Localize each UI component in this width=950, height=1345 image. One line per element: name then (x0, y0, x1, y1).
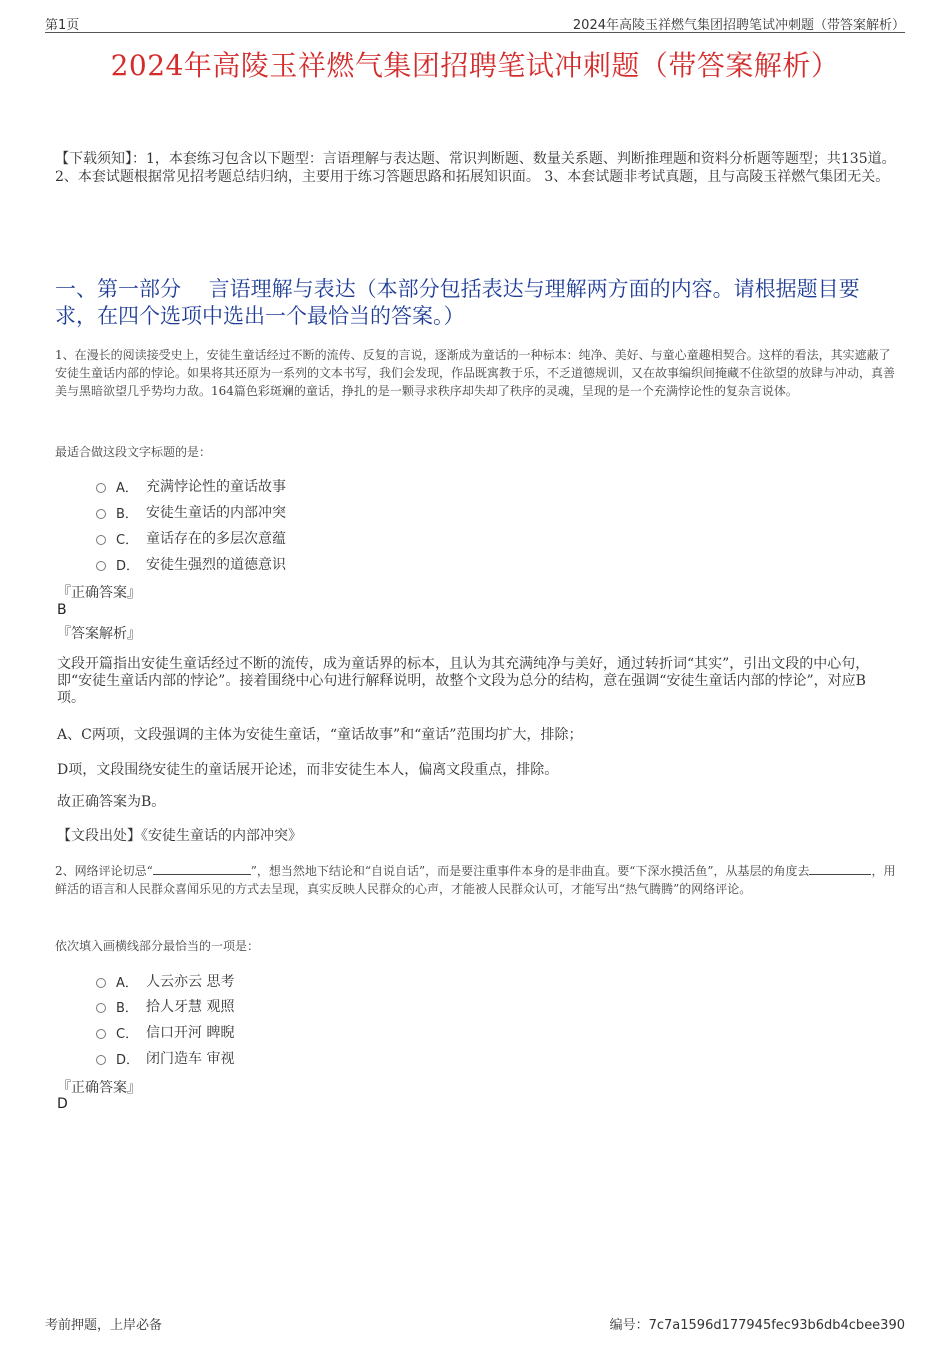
question-1-prompt: 最适合做这段文字标题的是： (55, 445, 212, 459)
q1-source: 【文段出处】《安徒生童话的内部冲突》 (57, 828, 302, 844)
q2-option-b[interactable] (96, 995, 234, 1017)
document-title: 2024年高陵玉祥燃气集团招聘笔试冲刺题（带答案解析） (110, 49, 840, 82)
q2-answer-label: 『正确答案』 (57, 1080, 141, 1096)
q1-analysis-paragraph-1: 文段开篇指出安徒生童话经过不断的流传，成为童话界的标本，且认为其充满纯净与美好，通过转折词“其实”，引出文段的中心句，即“安徒生童话内部的悖论”。接着围绕中心句进行解释说明，故整个文段为总分的结构，意在强调“安徒生童话内部的悖论”，对应B项。 (57, 656, 870, 706)
header-divider (45, 32, 905, 33)
q1-option-b[interactable] (96, 501, 286, 523)
option-text: 拾人牙慧 观照 (146, 999, 235, 1015)
radio-icon[interactable] (96, 509, 106, 519)
option-letter: A． (116, 975, 138, 991)
q1-analysis-label: 『答案解析』 (57, 626, 141, 642)
option-letter: D． (116, 558, 140, 574)
q2-option-d[interactable] (96, 1047, 234, 1069)
q1-analysis-paragraph-2: A、C两项，文段强调的主体为安徒生童话，“童话故事”和“童话”范围均扩大，排除； (57, 727, 583, 743)
q1-answer-value: B (57, 602, 67, 618)
q1-answer-label: 『正确答案』 (57, 585, 141, 601)
option-text: 闭门造车 审视 (146, 1051, 235, 1067)
radio-icon[interactable] (96, 1029, 106, 1039)
footer-code (610, 1314, 905, 1333)
radio-icon[interactable] (96, 978, 106, 988)
option-letter: B． (116, 506, 138, 522)
radio-icon[interactable] (96, 1055, 106, 1065)
radio-icon[interactable] (96, 535, 106, 545)
option-letter: B． (116, 1000, 138, 1016)
q1-option-d[interactable] (96, 553, 286, 575)
radio-icon[interactable] (96, 1003, 106, 1013)
option-text: 安徒生童话的内部冲突 (146, 505, 286, 521)
q2-answer-value: D (57, 1096, 68, 1112)
section-heading: 一、第一部分 言语理解与表达（本部分包括表达与理解两方面的内容。请根据题目要求，在四个选项中选出一个最恰当的答案。） (55, 277, 860, 328)
option-letter: A． (116, 480, 138, 496)
running-header-title: 2024年高陵玉祥燃气集团招聘笔试冲刺题（带答案解析） (572, 18, 905, 33)
option-text: 人云亦云 思考 (146, 974, 235, 990)
question-2-text (55, 862, 900, 898)
option-letter: C． (116, 1026, 139, 1042)
option-letter: C． (116, 532, 139, 548)
radio-icon[interactable] (96, 561, 106, 571)
question-1-text: 1、在漫长的阅读接受史上，安徒生童话经过不断的流传、反复的言说，逐渐成为童话的一种标本：纯净、美好、与童心童趣相契合。这样的看法，其实遮蔽了安徒生童话内部的悖论。如果将其还原为一系列的文本书写，我们会发现，作品既寓教于乐，不乏道德规训，又在故事编织间掩藏不住欲望的放肆与冲动，真善美与黑暗欲望几乎势均力敌。164篇色彩斑斓的童话，挣扎的是一颗寻求秩序却失却了秩序的灵魂，呈现的是一个充满悖论性的复杂言说体。 (55, 348, 896, 398)
q1-analysis-paragraph-3: D项，文段围绕安徒生的童话展开论述，而非安徒生本人，偏离文段重点，排除。 (57, 762, 559, 778)
q2-option-c[interactable] (96, 1021, 234, 1043)
q2-text-part-2: ”，想当然地下结论和“自说自话”，而是要注重事件本身的是非曲直。要“下深水摸活鱼”，从基层的角度去 (250, 864, 810, 878)
q1-option-a[interactable] (96, 475, 286, 497)
option-text: 童话存在的多层次意蕴 (146, 531, 286, 547)
download-notice: 【下载须知】：1，本套练习包含以下题型：言语理解与表达题、常识判断题、数量关系题、判断推理题和资料分析题等题型；共135道。 2、本套试题根据常见招考题总结归纳，主要用于练习答题思路和拓展知识面。 3、本套试题非考试真题，且与高陵玉祥燃气集团无关。 (55, 151, 896, 185)
fill-blank-2 (809, 862, 871, 875)
q2-text-part-3: ，用鲜活的语言和人民群众喜闻乐见的方式去呈现，真实反映人民群众的心声，才能被人民群众认可，才能写出“热气腾腾”的网络评论。 (55, 864, 896, 896)
page-number: 第1页 (45, 18, 80, 33)
footer-code-label: 编号： (609, 1318, 649, 1333)
q1-option-c[interactable] (96, 527, 286, 549)
option-text: 安徒生强烈的道德意识 (146, 557, 286, 573)
radio-icon[interactable] (96, 483, 106, 493)
q1-analysis-conclusion: 故正确答案为B。 (57, 794, 166, 810)
q2-text-part-1: 2、网络评论切忌“ (55, 864, 153, 878)
option-letter: D． (116, 1052, 140, 1068)
option-text: 充满悖论性的童话故事 (146, 479, 286, 495)
question-2-prompt: 依次填入画横线部分最恰当的一项是： (55, 939, 260, 953)
q2-option-a[interactable] (96, 970, 234, 992)
option-text: 信口开河 睥睨 (146, 1025, 235, 1041)
footer-code-value: 7c7a1596d177945fec93b6db4cbee390 (648, 1318, 905, 1333)
footer-slogan: 考前押题，上岸必备 (45, 1318, 163, 1333)
fill-blank-1 (153, 862, 251, 875)
